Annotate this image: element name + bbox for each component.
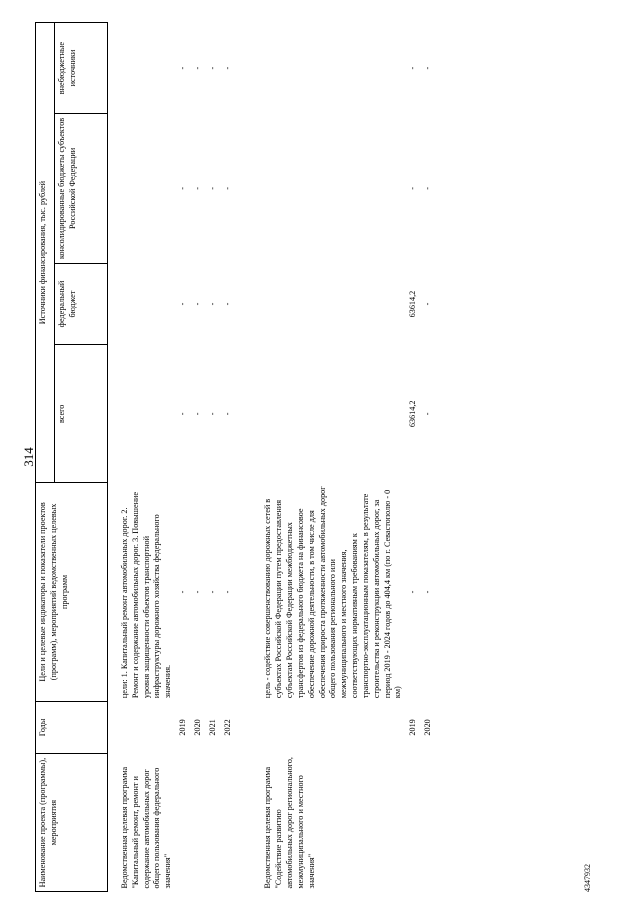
federal-cell: - <box>423 302 433 306</box>
total-cell: - <box>178 412 188 416</box>
header-years: Годы <box>36 701 108 754</box>
extra-cell: - <box>408 66 418 70</box>
header-regional: консолидированные бюджеты субъектов Российской Федерации <box>55 114 108 264</box>
document-code: 4347932 <box>583 864 592 892</box>
program-name: Ведомственная целевая программа "Капитальный ремонт, ремонт и содержание автомобильных дорог общего пользования федерального значения" <box>120 766 173 889</box>
regional-cell: - <box>222 187 232 190</box>
header-goals: Цели и целевые индикаторы и показатели проектов (программ), мероприятий ведомственных целевых программ <box>36 483 108 701</box>
total-cell: - <box>207 412 217 416</box>
federal-cell: - <box>222 302 232 306</box>
extra-cell: - <box>222 66 232 70</box>
goal-value-cell: - <box>408 590 418 594</box>
table-row <box>118 23 176 892</box>
regional-cell: - <box>423 187 433 190</box>
total-cell: - <box>192 412 202 416</box>
goal-value-cell: - <box>222 590 232 594</box>
header-federal: федеральный бюджет <box>55 263 108 345</box>
header-extrabudget: внебюджетные источники <box>55 23 108 114</box>
federal-cell: 63614,2 <box>408 290 418 318</box>
year-cell: 2019 <box>408 719 418 736</box>
total-cell: 63614,2 <box>408 400 418 428</box>
goal-value-cell: - <box>192 590 202 594</box>
regional-cell: - <box>178 187 188 190</box>
year-cell: 2019 <box>178 719 188 736</box>
regional-cell: - <box>408 187 418 190</box>
program-name: Ведомственная целевая программа "Содействие развитию автомобильных дорог регионального, межмуниципального и местного значения" <box>263 757 316 889</box>
year-cell: 2020 <box>192 719 202 736</box>
goal-value-cell: - <box>423 590 433 594</box>
program-goals: цель - содействие совершенствованию дорожных сетей в субъектах Российской Федерации путем предоставления субъектам Российской Федерации межбюджетных трансфертов из федерального бюджета на финансовое обеспечение дорожной деятельности, в том числе для обеспечения прироста протяженности автомобильных дорог общего пользования регионального или межмуниципального и местного значения, соответствующих нормативным требованиям к транспортно-эксплуатационным показателям, в результате строительства и реконструкции автомобильных дорог, за период 2019 - 2024 годов до 404,4 км (по г. Севастополю - 0 км) <box>263 486 403 699</box>
header-project-name: Наименование проекта (программы), мероприятия <box>36 754 108 892</box>
header-sources-group: Источники финансирования, тыс. рублей <box>36 23 55 483</box>
page-number: 314 <box>21 447 36 467</box>
regional-cell: - <box>207 187 217 190</box>
regional-cell: - <box>192 187 202 190</box>
year-cell: 2021 <box>207 719 217 736</box>
extra-cell: - <box>207 66 217 70</box>
financing-table <box>35 22 436 892</box>
goal-value-cell: - <box>207 590 217 594</box>
year-cell: 2020 <box>423 719 433 736</box>
total-cell: - <box>423 412 433 416</box>
table-row <box>261 23 406 892</box>
federal-cell: - <box>192 302 202 306</box>
total-cell: - <box>222 412 232 416</box>
extra-cell: - <box>178 66 188 70</box>
extra-cell: - <box>423 66 433 70</box>
rotated-document-page <box>21 22 615 892</box>
program-goals: цели: 1. Капитальный ремонт автомобильных дорог. 2. Ремонт и содержание автомобильных дорог. 3. Повышение уровня защищенности объектов транспортной инфраструктуры дорожного хозяйства федерального значения. <box>120 491 173 699</box>
federal-cell: - <box>207 302 217 306</box>
goal-value-cell: - <box>178 590 188 594</box>
header-total: всего <box>55 345 108 483</box>
federal-cell: - <box>178 302 188 306</box>
extra-cell: - <box>192 66 202 70</box>
year-cell: 2022 <box>222 719 232 736</box>
